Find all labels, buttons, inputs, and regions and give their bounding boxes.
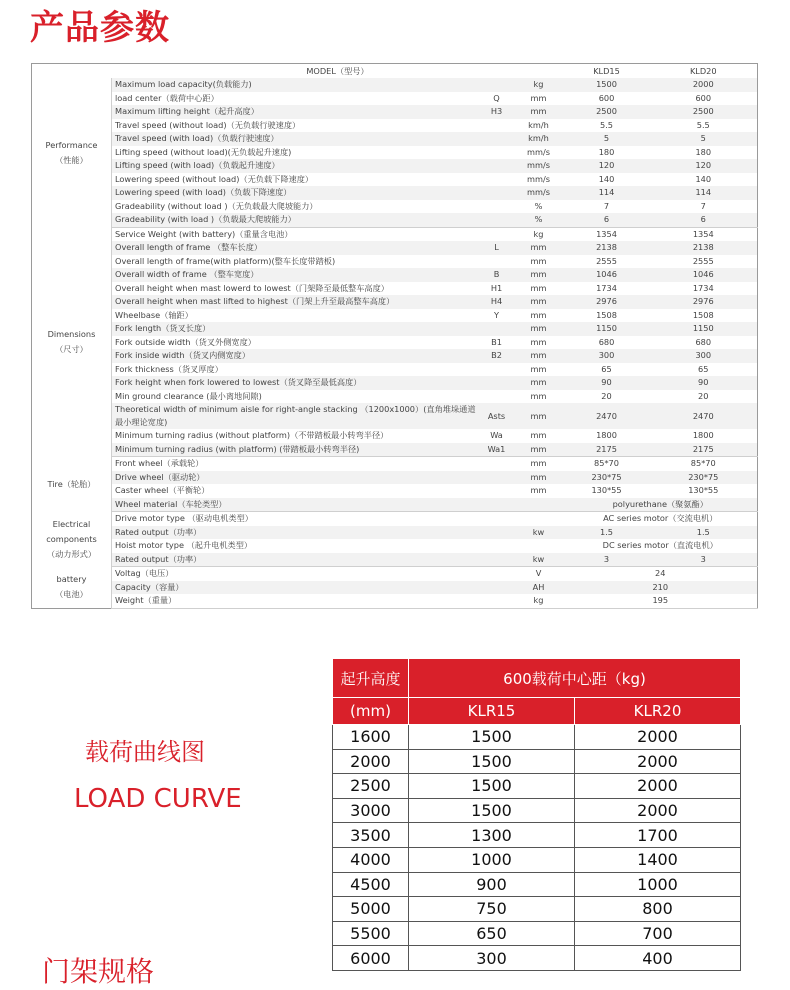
spec-symbol: B <box>480 268 514 282</box>
spec-value-kld15: 600 <box>598 92 615 103</box>
spec-row <box>32 322 758 336</box>
spec-name: Fork height when fork lowered to lowest（货叉降至最低高度） <box>112 376 480 390</box>
spec-unit: mm <box>530 255 547 266</box>
spec-row <box>32 268 758 282</box>
spec-value-kld20: 1.5 <box>650 526 758 540</box>
spec-unit <box>514 512 564 526</box>
spec-symbol <box>480 146 514 160</box>
spec-value-kld15: 1734 <box>596 282 617 293</box>
spec-symbol <box>480 213 514 227</box>
table-row <box>333 897 741 922</box>
klr15-capacity-cell: 1300 <box>409 823 575 848</box>
spec-unit: mm <box>530 336 547 347</box>
spec-row <box>32 186 758 200</box>
spec-value-kld20: 1734 <box>692 282 714 293</box>
height-unit-header: (mm) <box>333 698 409 725</box>
spec-unit: mm <box>530 458 547 469</box>
lift-height-cell: 3000 <box>333 798 409 823</box>
spec-name: Service Weight (with battery)（重量含电池） <box>115 228 293 239</box>
spec-row <box>32 282 758 296</box>
spec-name: Voltag（电压） <box>115 568 174 579</box>
spec-unit: % <box>534 200 543 211</box>
category-name: battery <box>56 574 87 584</box>
klr20-capacity-cell: 1700 <box>575 823 741 848</box>
spec-value-kld15: 1500 <box>564 78 650 92</box>
spec-row <box>32 526 758 540</box>
klr15-capacity-cell: 1500 <box>409 749 575 774</box>
table-row <box>333 774 741 799</box>
model-header: MODEL（型号） <box>306 65 369 76</box>
klr20-capacity-cell: 2000 <box>575 749 741 774</box>
spec-symbol <box>480 186 514 200</box>
spec-unit: mm/s <box>527 146 550 157</box>
spec-symbol <box>480 173 514 187</box>
spec-value: 195 <box>564 594 758 608</box>
spec-symbol <box>480 78 514 92</box>
spec-value-kld20: 6 <box>650 213 758 227</box>
spec-table <box>31 63 758 609</box>
klr15-capacity-cell: 1000 <box>409 847 575 872</box>
spec-value-kld15: 2976 <box>564 295 650 309</box>
spec-value-kld20: 300 <box>650 349 758 363</box>
spec-name: Wheel material（车轮类型） <box>112 498 480 512</box>
spec-unit <box>514 539 564 553</box>
spec-unit: mm/s <box>514 159 564 173</box>
spec-row <box>32 255 758 269</box>
spec-symbol <box>480 200 514 214</box>
spec-symbol <box>480 376 514 390</box>
spec-row <box>32 227 758 241</box>
spec-symbol: H3 <box>480 105 514 119</box>
spec-row <box>32 457 758 471</box>
spec-value-kld15: 1150 <box>564 322 650 336</box>
klr15-capacity-cell: 1500 <box>409 798 575 823</box>
spec-value-kld20: 1354 <box>692 228 714 239</box>
spec-value-kld15: 5.5 <box>600 119 614 130</box>
category-name: Performance <box>45 139 98 150</box>
spec-symbol: Wa1 <box>480 443 514 457</box>
category-name: Dimensions <box>47 328 96 339</box>
spec-category <box>32 227 112 457</box>
model-klr15-header: KLR15 <box>409 698 575 725</box>
spec-value-kld20: 230*75 <box>650 471 758 485</box>
spec-unit: % <box>514 213 564 227</box>
spec-symbol: B2 <box>480 349 514 363</box>
spec-symbol <box>480 322 514 336</box>
spec-value-kld15: 90 <box>564 376 650 390</box>
spec-row <box>32 159 758 173</box>
spec-value-kld20: 2000 <box>650 78 758 92</box>
klr15-capacity-cell: 650 <box>409 921 575 946</box>
spec-value: 210 <box>564 581 758 595</box>
mast-spec-title: 门架规格 <box>42 955 155 988</box>
spec-row <box>32 443 758 457</box>
spec-value-kld15: 65 <box>601 363 612 374</box>
spec-unit: AH <box>514 581 564 595</box>
spec-value-kld15: 6 <box>564 213 650 227</box>
spec-value-kld20: 680 <box>695 336 712 347</box>
spec-value-kld15: 7 <box>603 200 610 211</box>
spec-unit: mm <box>514 105 564 119</box>
spec-symbol <box>480 119 514 133</box>
spec-value-kld20: 2175 <box>650 443 758 457</box>
lift-height-cell: 6000 <box>333 946 409 971</box>
height-header: 起升高度 <box>333 659 409 698</box>
spec-value-kld20: 1508 <box>692 309 714 320</box>
spec-name: Fork inside width（货叉内侧宽度） <box>112 349 480 363</box>
spec-value-kld20: 5 <box>650 132 758 146</box>
spec-row <box>32 132 758 146</box>
spec-value-kld15: 140 <box>598 173 615 184</box>
table-row <box>333 798 741 823</box>
spec-row <box>32 567 758 581</box>
spec-symbol: Wa <box>490 430 503 441</box>
spec-symbol <box>480 567 514 581</box>
spec-unit: kw <box>514 526 564 540</box>
spec-name: Minimum turning radius (with platform) (带踏板最小转弯半径) <box>112 443 480 457</box>
spec-value-kld20: 2470 <box>650 403 758 429</box>
spec-name: load center（载荷中心距） <box>115 92 219 103</box>
spec-category <box>32 512 112 567</box>
spec-name: Fork thickness（货叉厚度） <box>115 363 223 374</box>
spec-symbol <box>480 594 514 608</box>
lift-height-cell: 4500 <box>333 872 409 897</box>
klr20-capacity-cell: 800 <box>575 897 741 922</box>
spec-row <box>32 349 758 363</box>
spec-symbol: B1 <box>491 336 502 347</box>
spec-name: Overall length of frame （整车长度） <box>112 241 480 255</box>
spec-name: Drive motor type （驱动电机类型） <box>115 513 253 524</box>
load-curve-title-en: LOAD CURVE <box>74 784 242 814</box>
spec-value-kld20: 5.5 <box>696 119 710 130</box>
spec-row <box>32 241 758 255</box>
klr20-capacity-cell: 2000 <box>575 725 741 750</box>
spec-row <box>32 581 758 595</box>
spec-value-kld20: 1800 <box>692 430 714 441</box>
spec-value-kld20: 2555 <box>692 255 714 266</box>
spec-row <box>32 78 758 92</box>
lift-height-cell: 1600 <box>333 725 409 750</box>
spec-value-kld15: 2175 <box>564 443 650 457</box>
spec-value: DC series motor（直流电机） <box>602 540 718 551</box>
spec-row <box>32 390 758 404</box>
spec-value-kld20: 1150 <box>650 322 758 336</box>
spec-symbol <box>480 498 514 512</box>
spec-unit: mm <box>514 322 564 336</box>
spec-unit: V <box>535 568 542 579</box>
spec-unit: mm <box>514 241 564 255</box>
table-row <box>333 872 741 897</box>
spec-unit: mm <box>530 92 547 103</box>
lift-height-cell: 2000 <box>333 749 409 774</box>
spec-unit: mm <box>514 471 564 485</box>
spec-name: Lifting speed (without load)(无负载起升速度) <box>115 146 292 157</box>
spec-row <box>32 213 758 227</box>
spec-value-kld15: 5 <box>564 132 650 146</box>
spec-value-kld15: 2555 <box>596 255 617 266</box>
spec-unit: mm <box>530 485 547 496</box>
spec-symbol: Asts <box>480 403 514 429</box>
spec-symbol <box>480 484 514 498</box>
spec-value-kld15: 2470 <box>564 403 650 429</box>
spec-name: Capacity（容量） <box>112 581 480 595</box>
spec-unit: mm <box>514 295 564 309</box>
spec-value-kld15: 180 <box>598 146 615 157</box>
spec-unit: mm/s <box>514 186 564 200</box>
spec-row <box>32 553 758 567</box>
spec-unit: mm <box>514 443 564 457</box>
spec-row <box>32 309 758 323</box>
spec-name: Maximum load capacity(负载能力) <box>112 78 480 92</box>
spec-value-kld15: 1046 <box>564 268 650 282</box>
lift-height-cell: 5000 <box>333 897 409 922</box>
spec-value-kld20: 120 <box>650 159 758 173</box>
spec-name: Drive wheel（驱动轮） <box>112 471 480 485</box>
spec-value-kld15: 1354 <box>596 228 617 239</box>
spec-name: Weight（重量） <box>112 594 480 608</box>
klr20-capacity-cell: 400 <box>575 946 741 971</box>
spec-value-kld15: 2138 <box>564 241 650 255</box>
spec-value: polyurethane（聚氨酯） <box>564 498 758 512</box>
klr15-capacity-cell: 300 <box>409 946 575 971</box>
klr20-capacity-cell: 1400 <box>575 847 741 872</box>
klr15-capacity-cell: 1500 <box>409 725 575 750</box>
lift-height-cell: 4000 <box>333 847 409 872</box>
spec-row <box>32 429 758 443</box>
spec-name: Travel speed (without load)（无负载行驶速度） <box>115 119 301 130</box>
spec-unit: mm <box>530 390 547 401</box>
spec-unit: mm <box>530 282 547 293</box>
spec-value-kld20: 600 <box>695 92 712 103</box>
spec-symbol: H4 <box>480 295 514 309</box>
lift-height-cell: 3500 <box>333 823 409 848</box>
spec-name: Overall width of frame （整车宽度） <box>112 268 480 282</box>
spec-unit: mm <box>514 403 564 429</box>
spec-value-kld15: 1800 <box>596 430 617 441</box>
spec-value: 24 <box>655 568 666 579</box>
spec-row <box>32 200 758 214</box>
spec-symbol <box>480 132 514 146</box>
spec-unit: kg <box>533 228 544 239</box>
category-name-cn: （动力形式） <box>46 548 97 559</box>
spec-value-kld15: 120 <box>564 159 650 173</box>
spec-name: Rated output（功率） <box>112 526 480 540</box>
spec-value-kld15: 20 <box>601 390 612 401</box>
spec-row <box>32 594 758 608</box>
spec-name: Overall height when mast lifted to highest（门架上升至最高整车高度） <box>112 295 480 309</box>
spec-symbol <box>480 159 514 173</box>
spec-value-kld15: 114 <box>564 186 650 200</box>
spec-unit: mm <box>514 268 564 282</box>
spec-name: Maximum lifting height（起升高度） <box>112 105 480 119</box>
spec-name: Lowering speed (without load)（无负载下降速度） <box>115 173 314 184</box>
spec-row <box>32 295 758 309</box>
model-col1: KLD15 <box>593 65 620 76</box>
spec-name: Caster wheel（平衡轮） <box>115 485 210 496</box>
spec-symbol: L <box>480 241 514 255</box>
spec-value-kld20: 20 <box>698 390 709 401</box>
spec-row <box>32 403 758 429</box>
spec-value-kld15: 230*75 <box>564 471 650 485</box>
lift-height-cell: 5500 <box>333 921 409 946</box>
spec-row <box>32 146 758 160</box>
spec-unit: km/h <box>528 119 549 130</box>
klr20-capacity-cell: 2000 <box>575 798 741 823</box>
table-row <box>333 823 741 848</box>
spec-row <box>32 173 758 187</box>
spec-value-kld20: 7 <box>700 200 706 211</box>
spec-symbol <box>480 471 514 485</box>
spec-value-kld15: 2500 <box>564 105 650 119</box>
spec-value-kld20: 2138 <box>650 241 758 255</box>
spec-symbol <box>480 390 514 404</box>
spec-value-kld20: 90 <box>650 376 758 390</box>
spec-unit: km/h <box>514 132 564 146</box>
spec-row <box>32 376 758 390</box>
klr15-capacity-cell: 750 <box>409 897 575 922</box>
spec-name: Lowering speed (with load)（负载下降速度） <box>112 186 480 200</box>
spec-symbol <box>480 457 514 471</box>
spec-name: Lifting speed (with load)（负载起升速度） <box>112 159 480 173</box>
spec-unit: mm/s <box>527 173 550 184</box>
klr20-capacity-cell: 1000 <box>575 872 741 897</box>
spec-name: Wheelbase（轴距） <box>115 309 193 320</box>
table-row <box>333 847 741 872</box>
spec-name: Hoist motor type （起升电机类型） <box>115 540 253 551</box>
spec-name: Theoretical width of minimum aisle for right-angle stacking （1200x1000）(直角堆垛通道最小理论宽度) <box>112 403 480 429</box>
spec-name: Gradeability (without load )（无负载最大爬坡能力） <box>115 200 318 211</box>
spec-symbol <box>480 227 514 241</box>
category-name-cn: （性能） <box>55 154 88 165</box>
spec-row <box>32 336 758 350</box>
spec-symbol <box>480 363 514 377</box>
table-row <box>333 725 741 750</box>
spec-value-kld20: 180 <box>695 146 712 157</box>
spec-value-kld15: 300 <box>564 349 650 363</box>
spec-value-kld20: 65 <box>698 363 709 374</box>
spec-name: Front wheel（承载轮） <box>115 458 204 469</box>
spec-unit: mm <box>514 376 564 390</box>
spec-symbol <box>480 255 514 269</box>
klr20-capacity-cell: 700 <box>575 921 741 946</box>
category-name-cn: （尺寸） <box>55 343 88 354</box>
spec-symbol: H1 <box>490 282 503 293</box>
category-name-cn: （电池） <box>55 589 88 599</box>
page-title: 产品参数 <box>30 8 170 48</box>
spec-value-kld15: 85*70 <box>594 458 619 469</box>
spec-row <box>32 484 758 498</box>
spec-unit: kw <box>514 553 564 567</box>
spec-symbol <box>480 526 514 540</box>
spec-unit: mm <box>530 363 547 374</box>
spec-name: Fork length（货叉长度） <box>112 322 480 336</box>
spec-row <box>32 471 758 485</box>
klr15-capacity-cell: 1500 <box>409 774 575 799</box>
spec-row <box>32 363 758 377</box>
spec-category <box>32 78 112 227</box>
model-col2: KLD20 <box>689 65 717 76</box>
spec-row <box>32 498 758 512</box>
spec-value-kld15: 1.5 <box>564 526 650 540</box>
spec-name: Overall length of frame(with platform)(整车长度带踏板) <box>115 255 336 266</box>
spec-name: Fork outside width（货叉外侧宽度） <box>115 336 256 347</box>
spec-row <box>32 539 758 553</box>
spec-name: Minimum turning radius (without platform)（不带踏板最小转弯半径） <box>115 430 389 441</box>
spec-name: Overall height when mast lowerd to lowest（门架降至最低整车高度） <box>115 282 389 293</box>
load-curve-title-cn: 载荷曲线图 <box>85 738 205 766</box>
lift-height-cell: 2500 <box>333 774 409 799</box>
spec-value-kld20: 3 <box>650 553 758 567</box>
spec-value-kld15: 680 <box>598 336 615 347</box>
spec-unit <box>514 498 564 512</box>
spec-category <box>32 457 112 512</box>
spec-value-kld15: 3 <box>564 553 650 567</box>
klr15-capacity-cell: 900 <box>409 872 575 897</box>
spec-name: Gradeability (with load )（负载最大爬坡能力） <box>112 213 480 227</box>
spec-value-kld20: 130*55 <box>688 485 719 496</box>
category-name: Tire（轮胎） <box>47 478 96 489</box>
spec-value-kld20: 2976 <box>650 295 758 309</box>
spec-header-row <box>32 64 758 79</box>
spec-name: Rated output（功率） <box>112 553 480 567</box>
spec-symbol <box>480 539 514 553</box>
spec-unit: mm <box>530 430 547 441</box>
spec-unit: mm <box>514 349 564 363</box>
spec-value-kld20: 85*70 <box>690 458 716 469</box>
spec-value-kld15: 130*55 <box>591 485 622 496</box>
model-klr20-header: KLR20 <box>575 698 741 725</box>
table-row <box>333 946 741 971</box>
spec-name: Travel speed (with load)（负载行驶速度） <box>112 132 480 146</box>
load-center-header: 600载荷中心距（kg) <box>409 659 741 698</box>
spec-category <box>32 567 112 609</box>
spec-row <box>32 92 758 106</box>
spec-row <box>32 512 758 526</box>
spec-value: AC series motor（交流电机） <box>603 513 718 524</box>
table-row <box>333 921 741 946</box>
spec-symbol <box>480 581 514 595</box>
spec-row <box>32 119 758 133</box>
spec-row <box>32 105 758 119</box>
spec-unit: mm <box>530 309 547 320</box>
spec-symbol <box>480 553 514 567</box>
category-name: Electrical components <box>46 518 97 544</box>
spec-value-kld20: 140 <box>695 173 712 184</box>
spec-value-kld20: 2500 <box>650 105 758 119</box>
table-row <box>333 749 741 774</box>
spec-symbol <box>480 512 514 526</box>
load-curve-table <box>332 658 741 971</box>
spec-value-kld20: 114 <box>650 186 758 200</box>
spec-symbol: Y <box>493 309 499 320</box>
spec-value-kld15: 1508 <box>596 309 617 320</box>
spec-symbol: Q <box>493 92 500 103</box>
spec-name: Min ground clearance (最小离地间隙) <box>115 390 262 401</box>
spec-unit: kg <box>514 594 564 608</box>
spec-unit: kg <box>514 78 564 92</box>
spec-value-kld20: 1046 <box>650 268 758 282</box>
klr20-capacity-cell: 2000 <box>575 774 741 799</box>
